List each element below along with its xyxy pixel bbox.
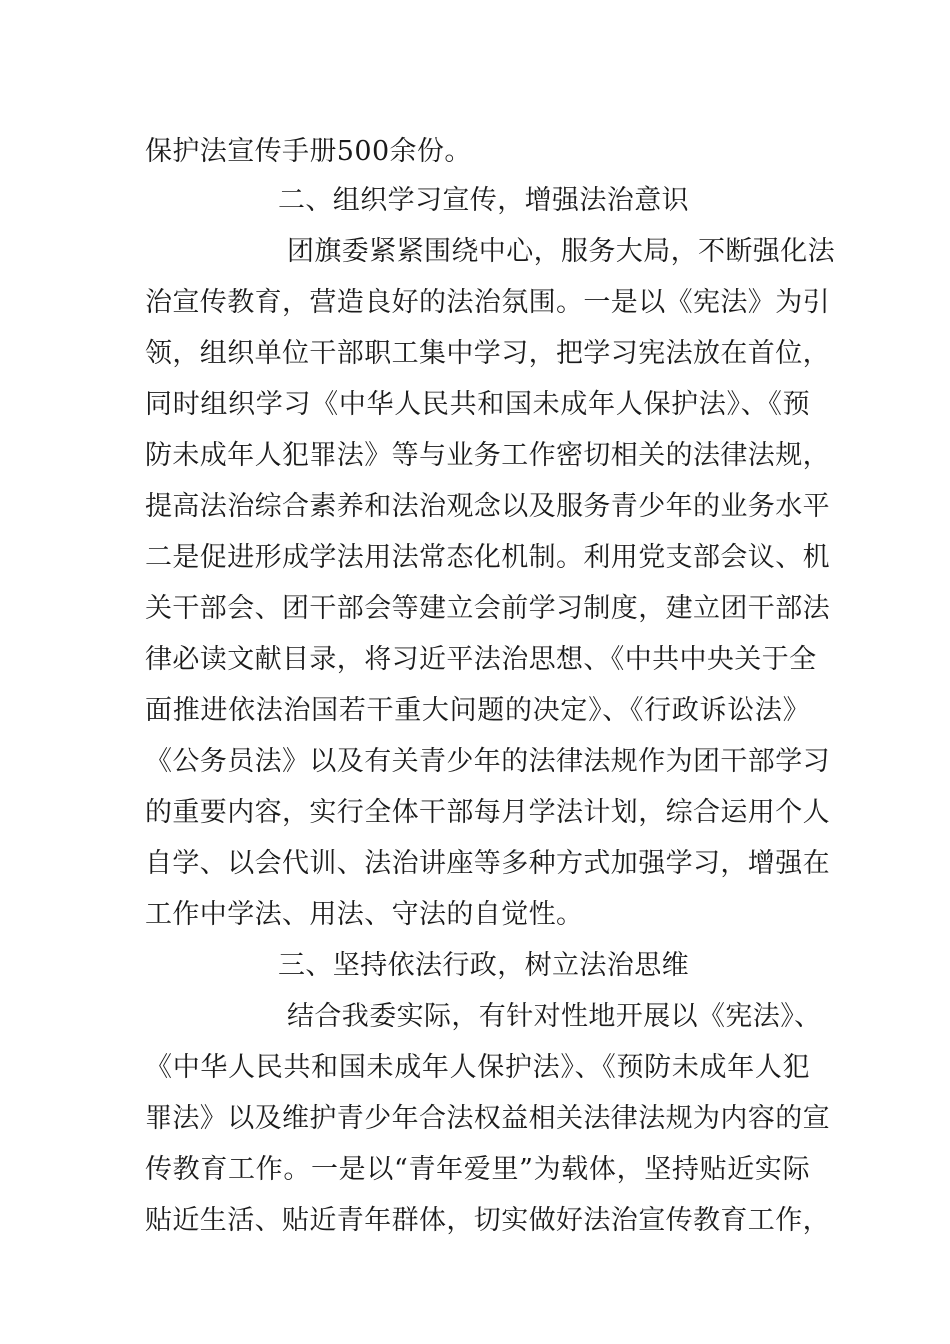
section-heading: 三、坚持依法行政，树立法治思维 xyxy=(278,950,689,981)
paragraph-line: 的重要内容，实行全体干部每月学法计划，综合运用个人 xyxy=(145,797,830,828)
paragraph-line: 保护法宣传手册500余份。 xyxy=(145,136,472,167)
paragraph-line: 提高法治综合素养和法治观念以及服务青少年的业务水平 xyxy=(145,491,830,522)
section-heading: 二、组织学习宣传，增强法治意识 xyxy=(278,185,689,216)
paragraph-line: 防未成年人犯罪法》等与业务工作密切相关的法律法规， xyxy=(145,440,830,471)
paragraph-line: 二是促进形成学法用法常态化机制。利用党支部会议、机 xyxy=(145,542,830,573)
paragraph-line: 贴近生活、贴近青年群体，切实做好法治宣传教育工作， xyxy=(145,1205,830,1236)
paragraph-line: 自学、以会代训、法治讲座等多种方式加强学习，增强在 xyxy=(145,848,830,879)
paragraph-line: 《公务员法》以及有关青少年的法律法规作为团干部学习 xyxy=(145,746,830,777)
paragraph-line: 关干部会、团干部会等建立会前学习制度，建立团干部法 xyxy=(145,593,830,624)
paragraph-line: 治宣传教育，营造良好的法治氛围。一是以《宪法》为引 xyxy=(145,287,830,318)
paragraph-line: 传教育工作。一是以“青年爱里”为载体，坚持贴近实际 xyxy=(145,1154,810,1185)
paragraph-line: 《中华人民共和国未成年人保护法》、《预防未成年人犯 xyxy=(145,1052,810,1083)
paragraph-line: 律必读文献目录，将习近平法治思想、《中共中央关于全 xyxy=(145,644,817,675)
paragraph-line: 面推进依法治国若干重大问题的决定》、《行政诉讼法》 xyxy=(145,695,810,726)
paragraph-line: 结合我委实际，有针对性地开展以《宪法》、 xyxy=(287,1001,822,1032)
paragraph-line: 罪法》以及维护青少年合法权益相关法律法规为内容的宣 xyxy=(145,1103,830,1134)
paragraph-line: 工作中学法、用法、守法的自觉性。 xyxy=(145,899,584,930)
paragraph-line: 领，组织单位干部职工集中学习，把学习宪法放在首位， xyxy=(145,338,830,369)
paragraph-line: 同时组织学习《中华人民共和国未成年人保护法》、《预 xyxy=(145,389,810,420)
paragraph-line: 团旗委紧紧围绕中心，服务大局，不断强化法 xyxy=(287,236,835,267)
